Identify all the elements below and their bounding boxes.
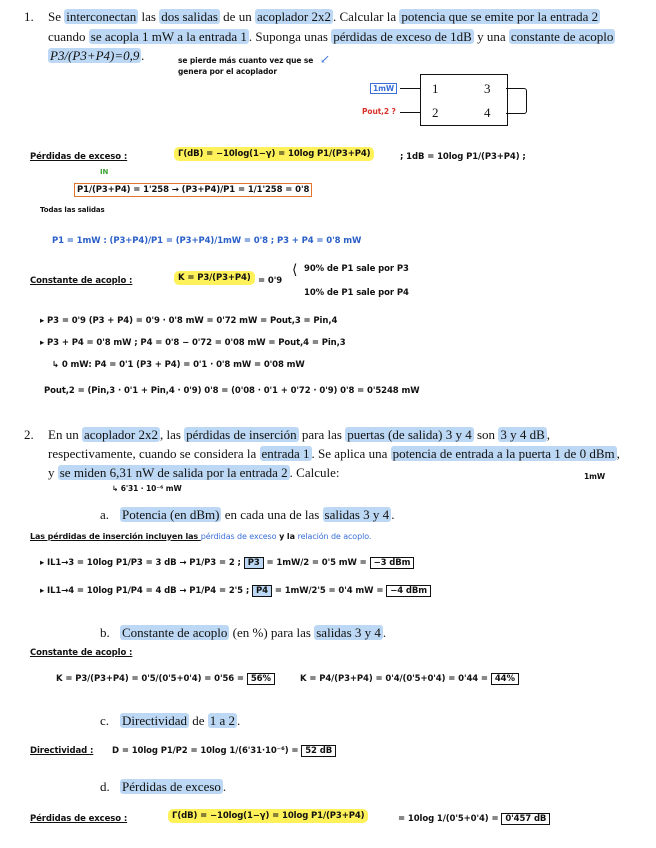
q1-constante-label: Constante de acoplo : [30, 276, 133, 286]
q2c-label: Directividad : [30, 746, 94, 756]
q2-statement-line2: respectivamente, cuando se considera la entrada 1 . Se aplica una potencia de entrada a la puerta 1 de 0 dBm , [48, 446, 620, 461]
branch-arrow-icon: ⟨ [292, 263, 298, 278]
q2b-letter: b. [100, 625, 110, 640]
q2c-formula: D = 10log P1/P2 = 10log 1/(6'31·10⁻⁶) = 52 dB [112, 746, 336, 756]
output-power-label: Pout,2 ? [362, 107, 396, 116]
input-line [400, 88, 420, 89]
q2d-formula: Γ(dB) = −10log(1−γ) = 10log P1/(P3+P4) [168, 809, 368, 823]
q2a-il3: ▸ IL1→3 = 10log P1/P3 = 3 dB → P1/P3 = 2 ; P3 = 1mW/2 = 0'5 mW = −3 dBm [40, 558, 414, 568]
q1-final-result: Pout,2 = (Pin,3 · 0'1 + Pin,4 · 0'9) 0'8 = (0'08 · 0'1 + 0'72 · 0'9) 0'8 = 0'5248 mW [44, 386, 420, 396]
q1-statement-line3: P3/(P3+P4)=0,9 . [50, 48, 145, 63]
q2c-letter: c. [100, 713, 110, 728]
q2d-letter: d. [100, 779, 110, 794]
q2-statement-line3: y se miden 6,31 nW de salida por la entrada 2 . Calcule: [48, 465, 340, 480]
q2d-rest: = 10log 1/(0'5+0'4) = 0'457 dB [398, 814, 550, 824]
q2b-label: Constante de acoplo : [30, 648, 133, 658]
q2-statement-line1: En un acoplador 2x2 , las pérdidas de inserción para las puertas (de salida) 3 y 4 son 3 y 4 dB , [48, 427, 550, 442]
q1-ratio-note-bottom: Todas las salidas [40, 206, 105, 214]
q2a-il4: ▸ IL1→4 = 10log P1/P4 = 4 dB → P1/P4 = 2'5 ; P4 = 1mW/2'5 = 0'4 mW = −4 dBm [40, 586, 431, 596]
q1-statement-line2: cuando se acopla 1 mW a la entrada 1 . Suponga unas pérdidas de exceso de 1dB y una constante de acoplo [48, 29, 614, 44]
q1-branch-2: 10% de P1 sale por P4 [304, 288, 409, 298]
q1-statement-line1: Se interconectan las dos salidas de un acoplador 2x2 . Calcular la potencia que se emite por la entrada 2 [48, 9, 599, 24]
q1-exceso-label: Pérdidas de exceso : [30, 152, 128, 162]
loop-line [506, 88, 527, 114]
output-line [400, 112, 420, 113]
q2d-statement: Pérdidas de exceso . [122, 779, 227, 794]
q1-constante-value: = 0'9 [258, 276, 283, 286]
arrow-icon: ↙ [320, 52, 331, 66]
q1-exceso-formula: Γ(dB) = −10log(1−γ) = 10log P1/(P3+P4) [174, 147, 374, 161]
q1-calc-3: ↳ 0 mW: P4 = 0'1 (P3 + P4) = 0'1 · 0'8 mW = 0'08 mW [52, 360, 305, 370]
q2b-statement: Constante de acoplo (en %) para las salidas 3 y 4 . [122, 625, 387, 640]
q2a-statement: Potencia (en dBm) en cada una de las salidas 3 y 4 . [122, 507, 395, 522]
q2a-note: Las pérdidas de inserción incluyen las pérdidas de exceso y la relación de acoplo. [30, 532, 372, 541]
q2-note-right: 1mW [584, 472, 606, 481]
q2d-label: Pérdidas de exceso : [30, 814, 128, 824]
port-1: 1 [432, 81, 439, 96]
q2c-statement: Directividad de 1 a 2 . [122, 713, 241, 728]
q2a-letter: a. [100, 507, 110, 522]
q2-note-left: ↳ 6'31 · 10⁻⁶ mW [112, 484, 182, 493]
q1-calc-2: ▸ P3 + P4 = 0'8 mW ; P4 = 0'8 − 0'72 = 0'08 mW = Pout,4 = Pin,3 [40, 338, 346, 348]
q2-number: 2. [24, 427, 34, 442]
q1-exceso-rhs: ; 1dB = 10log P1/(P3+P4) ; [400, 152, 526, 162]
q2b-k3: K = P3/(P3+P4) = 0'5/(0'5+0'4) = 0'56 = 56% [56, 674, 275, 684]
q1-ratio-line: P1/(P3+P4) = 1'258 → (P3+P4)/P1 = 1/1'258 = 0'8 [74, 183, 312, 197]
q1-side-note: se pierde más cuanto vez que se genera por el acoplador [178, 56, 314, 76]
port-4: 4 [484, 105, 491, 120]
input-power-label: 1mW [370, 83, 397, 94]
q1-p1-line: P1 = 1mW : (P3+P4)/P1 = (P3+P4)/1mW = 0'8 ; P3 + P4 = 0'8 mW [52, 236, 362, 246]
q1-constante-formula: K = P3/(P3+P4) [174, 271, 255, 285]
q1-number: 1. [24, 9, 34, 24]
q1-branch-1: 90% de P1 sale por P3 [304, 264, 409, 274]
q2b-k4: K = P4/(P3+P4) = 0'4/(0'5+0'4) = 0'44 = 44% [300, 674, 519, 684]
q1-calc-1: ▸ P3 = 0'9 (P3 + P4) = 0'9 · 0'8 mW = 0'72 mW = Pout,3 = Pin,4 [40, 316, 338, 326]
port-2: 2 [432, 105, 439, 120]
port-3: 3 [484, 81, 491, 96]
q1-ratio-note-top: IN [100, 168, 109, 176]
